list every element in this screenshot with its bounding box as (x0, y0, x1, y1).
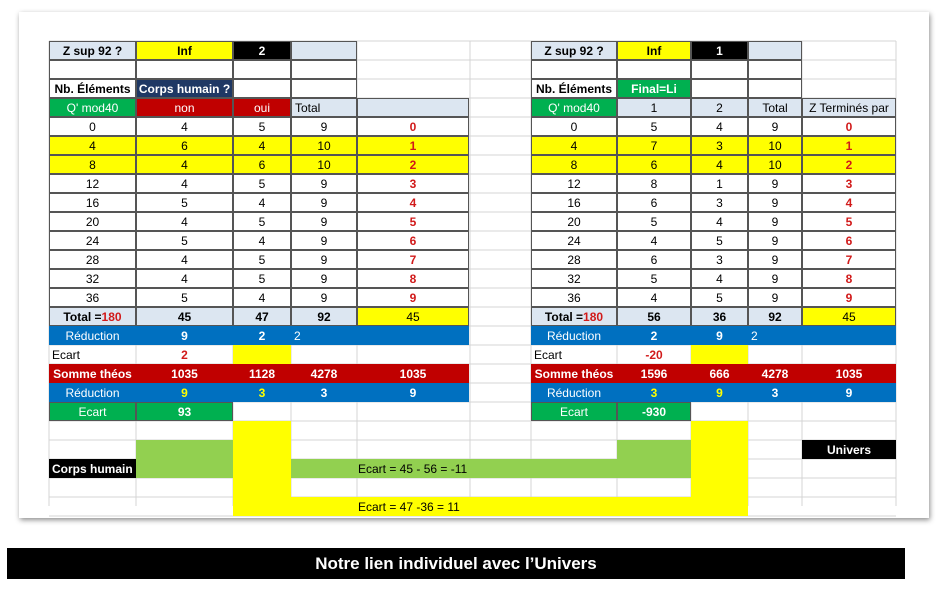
row-digit[interactable]: 0 (802, 117, 896, 136)
yellow-column-right[interactable] (691, 421, 748, 516)
row-digit[interactable]: 5 (357, 212, 469, 231)
row-a[interactable]: 5 (136, 193, 233, 212)
somme-t[interactable]: 4278 (761, 366, 789, 381)
row-qmod[interactable]: 28 (49, 250, 136, 269)
row-digit[interactable]: 2 (802, 155, 896, 174)
row-a[interactable]: 6 (617, 155, 691, 174)
reduction-label[interactable]: Réduction (546, 328, 602, 343)
reduction2-d[interactable]: 9 (409, 385, 417, 400)
row-qmod[interactable]: 4 (531, 136, 617, 155)
row-b[interactable]: 5 (233, 174, 291, 193)
row-b[interactable]: 4 (233, 288, 291, 307)
empty-cell[interactable] (691, 79, 748, 98)
ecart-value[interactable]: -20 (645, 347, 663, 362)
row-a[interactable]: 8 (617, 174, 691, 193)
reduction-label[interactable]: Réduction (65, 328, 120, 343)
row-qmod[interactable]: 0 (49, 117, 136, 136)
row-b[interactable]: 3 (691, 193, 748, 212)
row-digit[interactable]: 7 (802, 250, 896, 269)
green-connector-left[interactable] (136, 440, 233, 478)
total-label-text: Total = (63, 309, 102, 324)
row-a[interactable]: 5 (136, 231, 233, 250)
row-b[interactable]: 3 (691, 136, 748, 155)
row-a[interactable]: 4 (617, 288, 691, 307)
row-total[interactable]: 9 (748, 212, 802, 231)
zsup-label[interactable]: Z sup 92 ? (49, 41, 136, 60)
row-total[interactable]: 9 (748, 231, 802, 250)
row-a[interactable]: 4 (136, 212, 233, 231)
row-qmod[interactable]: 20 (49, 212, 136, 231)
row-total[interactable]: 9 (291, 288, 357, 307)
row-a[interactable]: 4 (136, 269, 233, 288)
row-a[interactable]: 6 (136, 136, 233, 155)
total-a[interactable]: 45 (136, 307, 233, 326)
row-qmod[interactable]: 32 (49, 269, 136, 288)
total-value: 180 (583, 309, 604, 324)
zsup-number[interactable]: 2 (233, 41, 291, 60)
row-a[interactable]: 4 (136, 250, 233, 269)
reduction2-a[interactable]: 3 (650, 385, 658, 400)
zsup-empty[interactable] (291, 41, 357, 60)
reduction2-b[interactable]: 3 (258, 385, 266, 400)
row-a[interactable]: 6 (617, 193, 691, 212)
row-a[interactable]: 4 (617, 231, 691, 250)
total-label[interactable] (531, 307, 617, 326)
row-a[interactable]: 5 (617, 117, 691, 136)
row-b[interactable]: 5 (233, 250, 291, 269)
header-z[interactable]: Z Terminés par (802, 98, 896, 117)
row-digit[interactable]: 9 (802, 288, 896, 307)
row-total[interactable]: 9 (748, 174, 802, 193)
empty-cell[interactable] (748, 60, 802, 79)
row-a[interactable]: 6 (617, 250, 691, 269)
row-b[interactable]: 5 (233, 269, 291, 288)
row-digit[interactable]: 6 (357, 231, 469, 250)
row-a[interactable]: 5 (617, 212, 691, 231)
row-digit[interactable]: 1 (802, 136, 896, 155)
row-qmod[interactable]: 28 (531, 250, 617, 269)
row-digit[interactable]: 7 (357, 250, 469, 269)
header-qmod[interactable]: Q' mod40 (531, 98, 617, 117)
row-qmod[interactable]: 8 (531, 155, 617, 174)
row-b[interactable]: 5 (233, 117, 291, 136)
ecart-yellow[interactable] (233, 345, 291, 364)
row-digit[interactable]: 4 (802, 193, 896, 212)
total-b[interactable]: 47 (233, 307, 291, 326)
empty-cell[interactable] (49, 60, 136, 79)
row-a[interactable]: 7 (617, 136, 691, 155)
row-digit[interactable]: 8 (357, 269, 469, 288)
ecart-yellow[interactable] (691, 345, 748, 364)
row-digit[interactable]: 9 (357, 288, 469, 307)
row-total[interactable]: 9 (291, 117, 357, 136)
header-total[interactable]: Total (748, 98, 802, 117)
corps-humain-header[interactable]: Corps humain ? (136, 79, 233, 98)
reduction2-a[interactable]: 9 (181, 385, 188, 400)
empty-cell[interactable] (291, 79, 357, 98)
total-label-text: Total = (544, 309, 584, 324)
empty-cell[interactable] (691, 60, 748, 79)
row-total[interactable]: 9 (291, 250, 357, 269)
reduction2-b[interactable]: 9 (716, 385, 723, 400)
ecart2-value[interactable]: 93 (136, 402, 233, 421)
empty-cell[interactable] (531, 60, 617, 79)
row-a[interactable]: 4 (136, 117, 233, 136)
empty-cell[interactable] (291, 60, 357, 79)
total-value: 180 (101, 309, 122, 324)
row-qmod[interactable]: 36 (531, 288, 617, 307)
row-b[interactable]: 5 (691, 288, 748, 307)
total-t[interactable]: 92 (748, 307, 802, 326)
final-header[interactable]: Final=Li (617, 79, 691, 98)
row-qmod[interactable]: 12 (49, 174, 136, 193)
empty-cell[interactable] (233, 60, 291, 79)
row-b[interactable]: 4 (691, 212, 748, 231)
row-total[interactable]: 10 (291, 136, 357, 155)
somme-label[interactable]: Somme théos (53, 366, 132, 381)
empty-cell[interactable] (233, 79, 291, 98)
row-qmod[interactable]: 32 (531, 269, 617, 288)
reduction-a[interactable]: 9 (181, 328, 188, 343)
header-oui[interactable]: oui (233, 98, 291, 117)
header-non[interactable]: non (136, 98, 233, 117)
somme-t[interactable]: 4278 (310, 366, 338, 381)
header-qmod[interactable]: Q' mod40 (49, 98, 136, 117)
row-digit[interactable]: 2 (357, 155, 469, 174)
somme-d[interactable]: 1035 (835, 366, 863, 381)
row-qmod[interactable]: 16 (531, 193, 617, 212)
row-qmod[interactable]: 12 (531, 174, 617, 193)
ecart-label[interactable]: Ecart (52, 347, 81, 362)
yellow-bar[interactable]: Ecart = 47 -36 = 11 (291, 497, 691, 516)
row-total[interactable]: 10 (748, 136, 802, 155)
green-bar[interactable]: Ecart = 45 - 56 = -11 (291, 459, 691, 478)
empty-cell[interactable] (617, 60, 691, 79)
row-digit[interactable]: 5 (802, 212, 896, 231)
total-d[interactable]: 45 (802, 307, 896, 326)
ecart2-label[interactable]: Ecart (49, 402, 136, 421)
row-a[interactable]: 4 (136, 174, 233, 193)
header-1[interactable]: 1 (617, 98, 691, 117)
row-b[interactable]: 4 (691, 269, 748, 288)
empty-cell[interactable] (748, 79, 802, 98)
row-qmod[interactable]: 4 (49, 136, 136, 155)
row-digit[interactable]: 3 (357, 174, 469, 193)
row-a[interactable]: 5 (136, 288, 233, 307)
caption-banner: Notre lien individuel avec l’Univers (7, 548, 905, 579)
row-b[interactable]: 1 (691, 174, 748, 193)
row-digit[interactable]: 3 (802, 174, 896, 193)
reduction2-d[interactable]: 9 (845, 385, 853, 400)
row-qmod[interactable]: 36 (49, 288, 136, 307)
zsup-label[interactable]: Z sup 92 ? (531, 41, 617, 60)
row-b[interactable]: 3 (691, 250, 748, 269)
row-qmod[interactable]: 24 (531, 231, 617, 250)
reduction2-t[interactable]: 3 (320, 385, 328, 400)
univers-label[interactable]: Univers (802, 440, 896, 459)
somme-label[interactable]: Somme théos (534, 366, 614, 381)
row-qmod[interactable]: 20 (531, 212, 617, 231)
ecart2-value[interactable]: -930 (617, 402, 691, 421)
ecart-value[interactable]: 2 (181, 347, 188, 362)
row-b[interactable]: 4 (691, 117, 748, 136)
empty-cell[interactable] (136, 60, 233, 79)
row-total[interactable]: 10 (748, 155, 802, 174)
row-digit[interactable]: 4 (357, 193, 469, 212)
somme-b[interactable]: 666 (709, 366, 730, 381)
zsup-empty[interactable] (748, 41, 802, 60)
row-qmod[interactable]: 8 (49, 155, 136, 174)
reduction-b[interactable]: 2 (258, 328, 266, 343)
somme-d[interactable]: 1035 (399, 366, 427, 381)
row-qmod[interactable]: 0 (531, 117, 617, 136)
reduction2-label[interactable]: Réduction (546, 385, 602, 400)
nb-elements-label[interactable]: Nb. Éléments (531, 79, 617, 98)
header-total[interactable]: Total (291, 98, 357, 117)
total-label[interactable] (49, 307, 136, 326)
row-total[interactable]: 10 (291, 155, 357, 174)
yellow-column-left[interactable] (233, 421, 291, 516)
row-total[interactable]: 9 (291, 212, 357, 231)
spreadsheet (19, 12, 929, 518)
ecart-label[interactable]: Ecart (534, 347, 563, 362)
row-total[interactable]: 9 (291, 269, 357, 288)
reduction2-t[interactable]: 3 (771, 385, 779, 400)
row-total[interactable]: 9 (291, 193, 357, 212)
row-total[interactable]: 9 (291, 174, 357, 193)
total-t[interactable]: 92 (291, 307, 357, 326)
reduction2-label[interactable]: Réduction (65, 385, 120, 400)
zsup-value[interactable]: Inf (617, 41, 691, 60)
somme-a[interactable]: 1596 (640, 366, 668, 381)
row-qmod[interactable]: 16 (49, 193, 136, 212)
row-digit[interactable]: 1 (357, 136, 469, 155)
row-total[interactable]: 9 (748, 250, 802, 269)
reduction-a[interactable]: 2 (650, 328, 658, 343)
nb-elements-label[interactable]: Nb. Éléments (49, 79, 136, 98)
corps-humain-label[interactable]: Corps humain (49, 459, 136, 478)
row-b[interactable]: 6 (233, 155, 291, 174)
zsup-number[interactable]: 1 (691, 41, 748, 60)
ecart2-label[interactable]: Ecart (531, 402, 617, 421)
row-b[interactable]: 5 (691, 231, 748, 250)
row-a[interactable]: 5 (617, 269, 691, 288)
somme-b[interactable]: 1128 (248, 366, 276, 381)
total-a[interactable]: 56 (617, 307, 691, 326)
total-d[interactable]: 45 (357, 307, 469, 326)
row-digit[interactable]: 8 (802, 269, 896, 288)
row-b[interactable]: 4 (691, 155, 748, 174)
row-total[interactable]: 9 (748, 288, 802, 307)
row-qmod[interactable]: 24 (49, 231, 136, 250)
row-total[interactable]: 9 (748, 117, 802, 136)
reduction-t[interactable]: 2 (751, 328, 758, 343)
header-empty[interactable] (357, 98, 469, 117)
row-total[interactable]: 9 (291, 231, 357, 250)
zsup-value[interactable]: Inf (136, 41, 233, 60)
green-connector-right[interactable] (617, 440, 691, 478)
somme-a[interactable]: 1035 (171, 366, 198, 381)
row-total[interactable]: 9 (748, 193, 802, 212)
row-digit[interactable]: 0 (357, 117, 469, 136)
reduction-t[interactable]: 2 (294, 328, 301, 343)
row-b[interactable]: 4 (233, 136, 291, 155)
row-b[interactable]: 4 (233, 231, 291, 250)
reduction-b[interactable]: 9 (716, 328, 723, 343)
total-b[interactable]: 36 (691, 307, 748, 326)
row-digit[interactable]: 6 (802, 231, 896, 250)
row-a[interactable]: 4 (136, 155, 233, 174)
row-b[interactable]: 5 (233, 212, 291, 231)
header-2[interactable]: 2 (691, 98, 748, 117)
row-b[interactable]: 4 (233, 193, 291, 212)
row-total[interactable]: 9 (748, 269, 802, 288)
